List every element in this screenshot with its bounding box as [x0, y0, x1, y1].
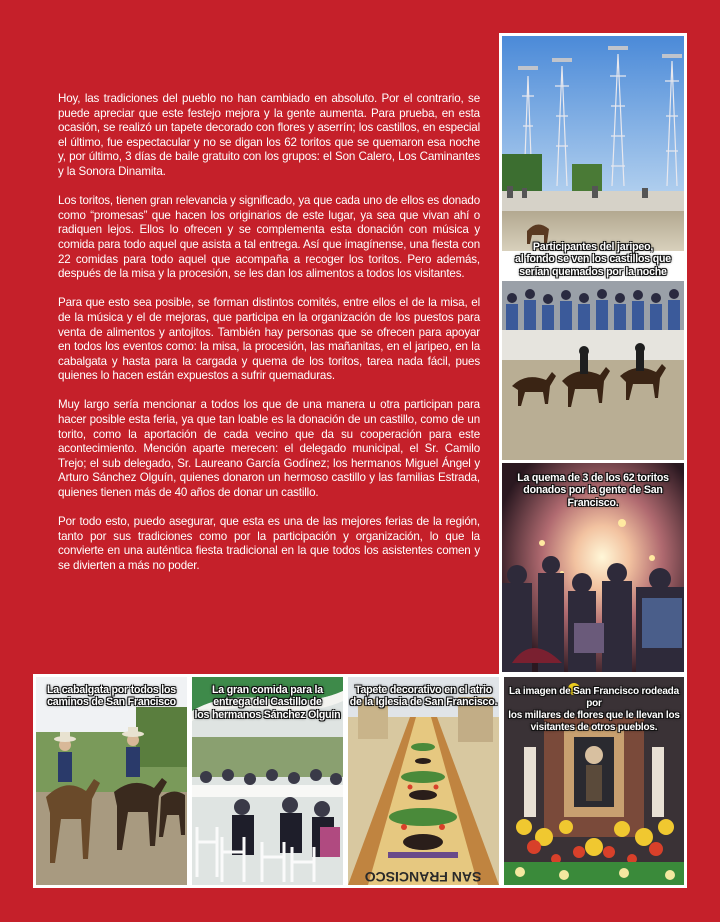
comida-caption: La gran comida para la entrega del Castillo de los hermanos Sánchez Olguín [194, 684, 341, 721]
imagen-caption: La imagen de San Francisco rodeada por los millares de flores que le llevan los visitantes de otros pueblos. [508, 686, 680, 733]
tapete-lettering: SAN FRANCISCO [364, 869, 482, 885]
toritos-photo [499, 460, 687, 675]
cabalgata-photo [33, 674, 190, 888]
jaripeo-photo [499, 33, 687, 463]
article-body [58, 92, 480, 588]
article-paragraph-3: Para que esto sea posible, se forman distintos comités, entre ellos el de la misa, el de la música y el de mejoras, que participa en la organización de los puestos para venta de alimentos y antojitos. También hay personas que se ofrecen para apoyar en todos los eventos como: la misa, la procesión, las mañanitas, en el jaripeo, en la cabalgata y hasta para la cargada y quema de los toritos, tarea nada fácil, pues quienes lo hacen están expuestos a sufrir quemaduras. [58, 296, 480, 383]
jaripeo-caption: Participantes del jaripeo, al fondo se ven los castillos que serían quemados por la noche [515, 241, 671, 278]
tapete-caption: Tapete decorativo en el atrio de la Iglesia de San Francisco. [349, 684, 498, 709]
article-paragraph-4: Muy largo sería mencionar a todos los que de una manera u otra participan para hacer posible esta feria, ya que tan loable es la donación de un castillo, como de un torito, como la aportación de cada vecino que da su cooperación para este acontecimiento. Mención aparte merecen: el delegado municipal, el Sr. Camilo Trejo; el sub delegado, Sr. Laureano García Godínez; los hermanos Miguel Ángel y Arturo Sánchez Olguín, quienes donaron un hermoso castillo y las familias Estrada, quienes tienen más de 40 años de donar un castillo. [58, 398, 480, 500]
article-paragraph-5: Por todo esto, puedo asegurar, que esta es una de las mejores ferias de la región, tanto por sus tradiciones como por la participación y organización, lo que la convierte en una auténtica fiesta tradicional en la que todos los asistentes comen y se divierten a más no poder. [58, 515, 480, 572]
article-paragraph-1: Hoy, las tradiciones del pueblo no han cambiado en absoluto. Por el contrario, se puede apreciar que este festejo mejora y la gente aumenta. Para prueba, en esta ocasión, se realizó un tapete decorado con flores y aserrín; los castillos, en especial el último, fue espectacular y no se digan los 62 toritos que se quemaron esa noche y, por último, 3 días de baile gratuito con los grupos: el Son Calero, Los Caminantes y la Sonora Dinamita. [58, 92, 480, 178]
article-paragraph-2: Los toritos, tienen gran relevancia y significado, ya que cada uno de ellos es donado como “promesas” que hacen los originarios de este lugar, ya sea que vivan ahí o radiquen lejos. Ellos lo ofrecen y se complementa esta donación con música y comida para todo aquel que asista a tal entrega. Así que imagínense, una fiesta con 22 comidas para todo aquel que acompaña a recoger los toritos. Pero además, después de la misa y la procesión, se les dan los alimentos a todos los visitantes. [58, 194, 480, 281]
imagen-photo [501, 674, 687, 888]
tapete-photo [345, 674, 502, 888]
toritos-caption: La quema de 3 de los 62 toritos donados por la gente de San Francisco. [517, 472, 669, 509]
cabalgata-caption: La cabalgata por todos los caminos de San Francisco [46, 684, 176, 709]
comida-photo [189, 674, 346, 888]
